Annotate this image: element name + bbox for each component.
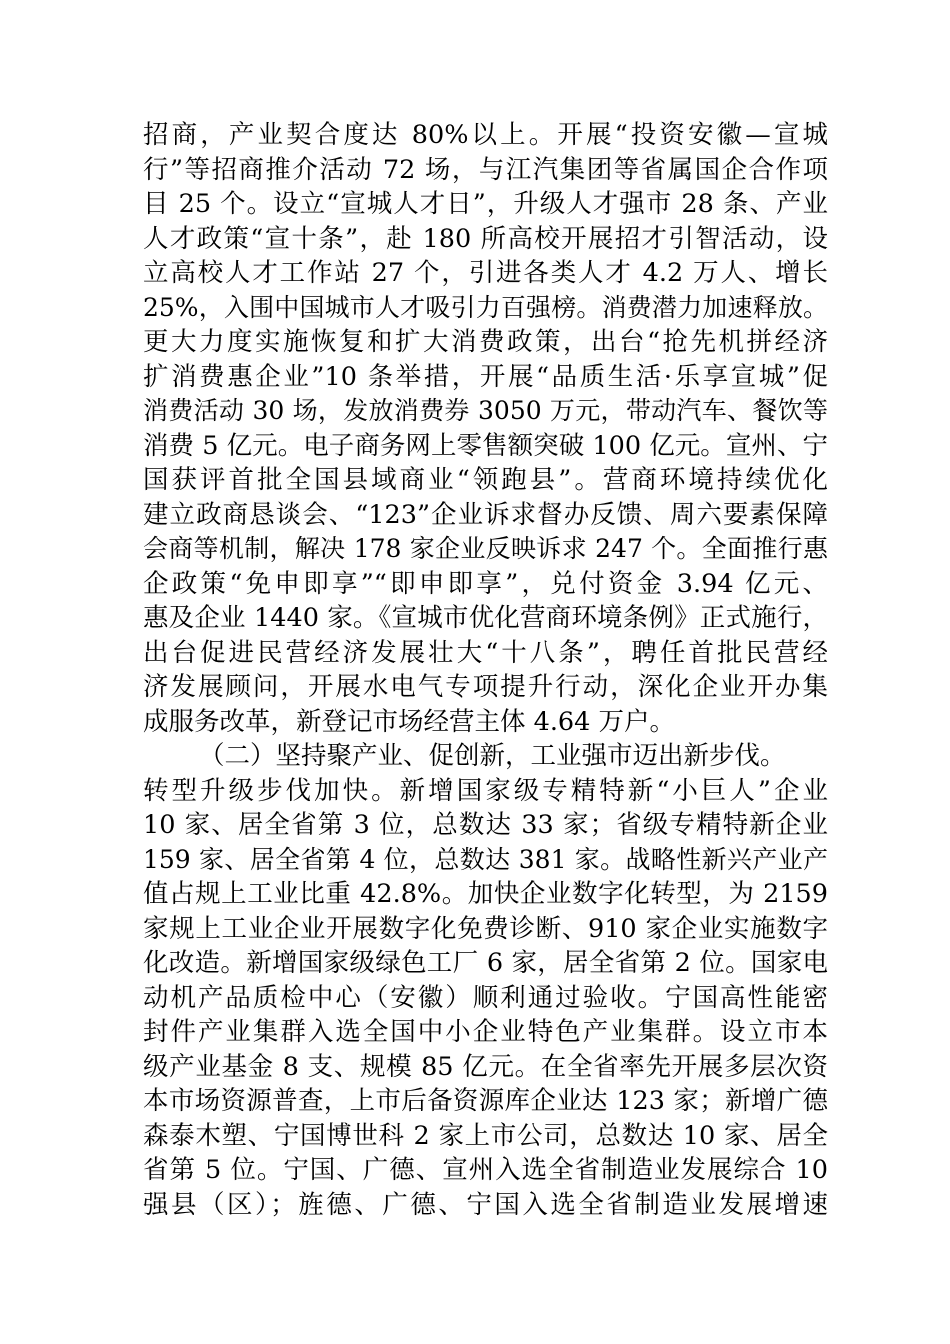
text-line: 出台促进民营经济发展壮大“十八条”，聘任首批民营经 — [143, 637, 828, 668]
text-line: 化改造。新增国家级绿色工厂 6 家，居全省第 2 位。国家电 — [143, 948, 828, 978]
document-body — [143, 118, 828, 1222]
text-line: 成服务改革，新登记市场经营主体 4.64 万户。 — [143, 706, 675, 737]
text-line: 本市场资源普查，上市后备资源库企业达 123 家；新增广德 — [143, 1086, 828, 1116]
text-line: 10 家、居全省第 3 位，总数达 33 家；省级专精特新企业 — [143, 810, 828, 840]
text-line: 省第 5 位。宁国、广德、宣州入选全省制造业发展综合 10 — [143, 1155, 828, 1185]
text-line: 立高校人才工作站 27 个，引进各类人才 4.2 万人、增长 — [143, 258, 828, 288]
text-line: 159 家、居全省第 4 位，总数达 381 家。战略性新兴产业产 — [143, 844, 828, 874]
text-line: 封件产业集群入选全国中小企业特色产业集群。设立市本 — [143, 1017, 828, 1047]
text-line: 惠及企业 1440 家。《宣城市优化营商环境条例》正式施行， — [143, 603, 828, 633]
text-line: 会商等机制，解决 178 家企业反映诉求 247 个。全面推行惠 — [143, 534, 828, 563]
text-line: 行”等招商推介活动 72 场，与江汽集团等省属国企合作项 — [143, 154, 828, 185]
text-line: 级产业基金 8 支、规模 85 亿元。在全省率先开展多层次资 — [143, 1051, 828, 1082]
text-line: 家规上工业企业开展数字化免费诊断、910 家企业实施数字 — [143, 913, 828, 944]
text-line: 强县（区）；旌德、广德、宁国入选全省制造业发展增速 — [143, 1189, 828, 1220]
text-line: 更大力度实施恢复和扩大消费政策，出台“抢先机拼经济 — [143, 327, 828, 357]
text-line: 25%，入围中国城市人才吸引力百强榜。消费潜力加速释放。 — [143, 292, 828, 322]
text-line: 动机产品质检中心（安徽）顺利通过验收。宁国高性能密 — [143, 982, 828, 1013]
text-line: 企政策“免申即享”“即申即享”，兑付资金 3.94 亿元、 — [143, 568, 828, 599]
text-line: 消费 5 亿元。电子商务网上零售额突破 100 亿元。宣州、宁 — [143, 430, 828, 461]
text-line: 国获评首批全国县域商业“领跑县”。营商环境持续优化 — [143, 465, 828, 495]
text-line: 人才政策“宣十条”，赴 180 所高校开展招才引智活动，设 — [143, 223, 828, 254]
text-line: 值占规上工业比重 42.8%。加快企业数字化转型，为 2159 — [143, 879, 828, 909]
text-line: 消费活动 30 场，发放消费券 3050 万元，带动汽车、餐饮等 — [143, 396, 828, 425]
text-line: 森泰木塑、宁国博世科 2 家上市公司，总数达 10 家、居全 — [143, 1120, 828, 1151]
text-line: 建立政商恳谈会、“123”企业诉求督办反馈、周六要素保障 — [143, 499, 828, 530]
text-line: 转型升级步伐加快。新增国家级专精特新“小巨人”企业 — [143, 775, 828, 806]
text-line: 济发展顾问，开展水电气专项提升行动，深化企业开办集 — [143, 672, 828, 702]
text-line: 目 25 个。设立“宣城人才日”，升级人才强市 28 条、产业 — [143, 189, 828, 219]
section-heading: （二）坚持聚产业、促创新，工业强市迈出新步伐。 — [199, 741, 786, 771]
text-line: 扩消费惠企业”10 条举措，开展“品质生活·乐享宣城”促 — [143, 361, 828, 392]
text-line: 招商，产业契合度达 80%以上。开展“投资安徽—宣城 — [143, 120, 828, 150]
